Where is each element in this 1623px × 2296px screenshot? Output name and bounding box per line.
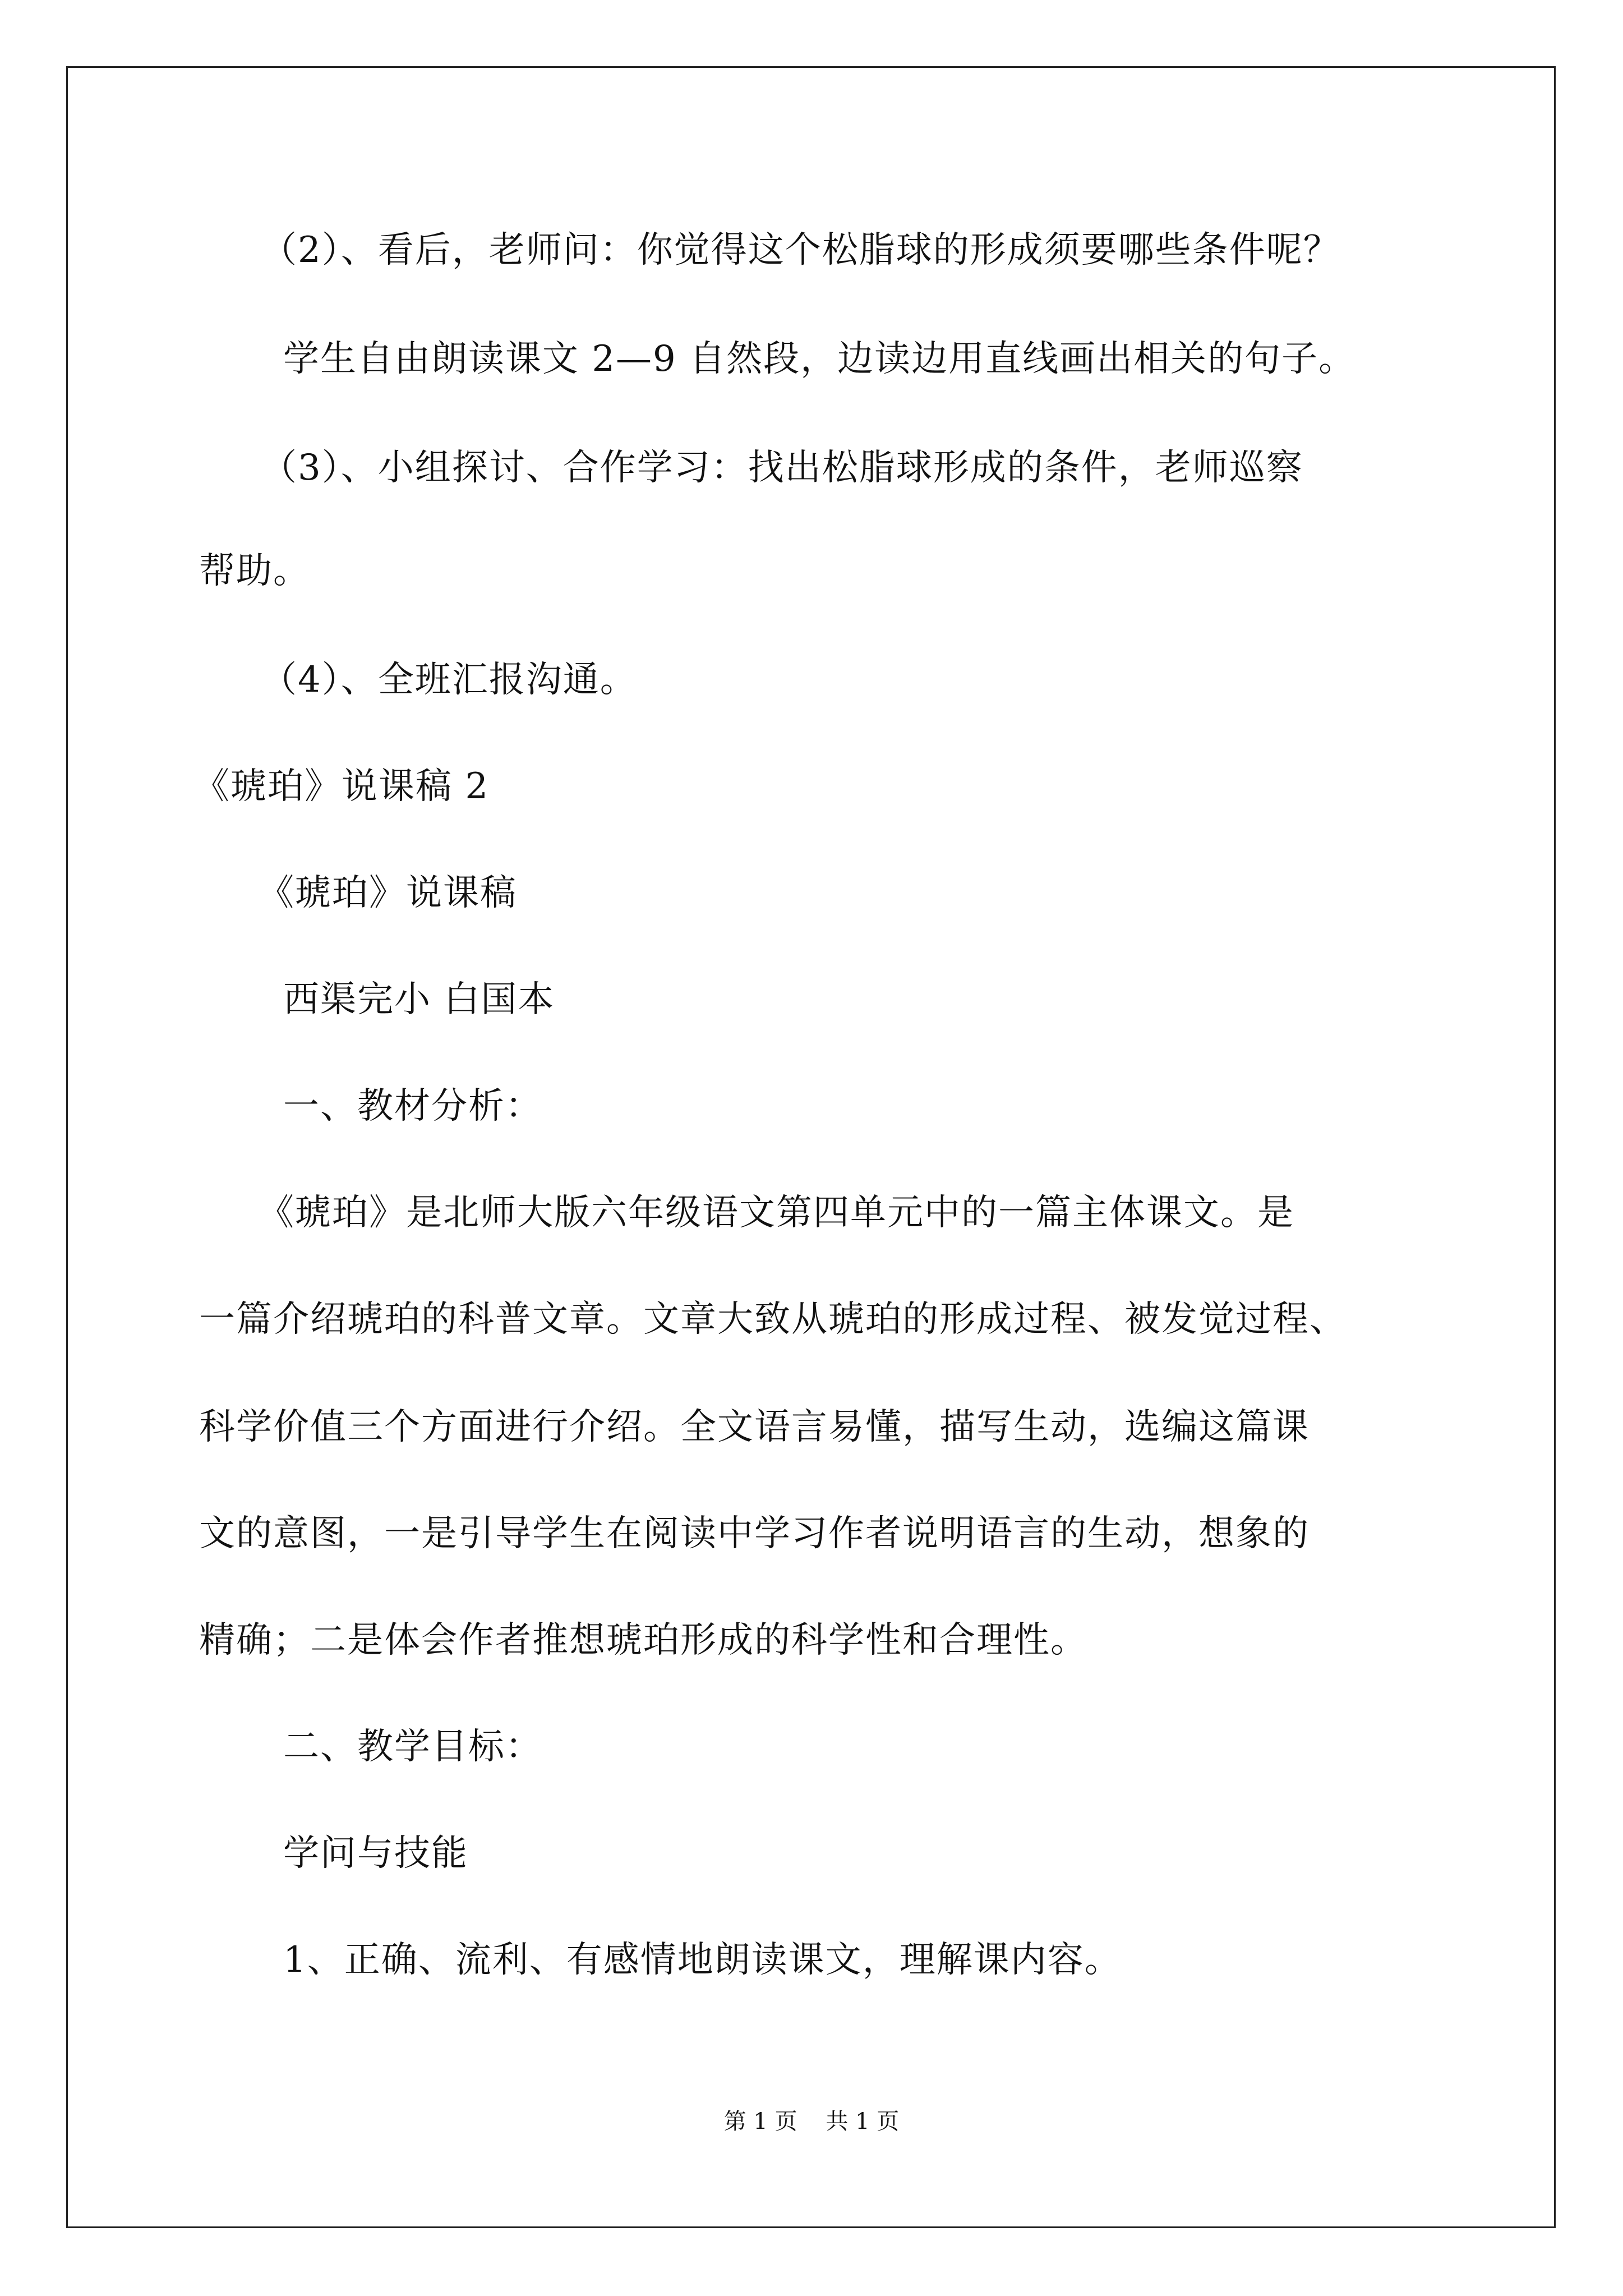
paragraph-line: 《琥珀》是北师大版六年级语文第四单元中的一篇主体课文。是 bbox=[258, 1192, 1294, 1234]
paragraph-line: 帮助。 bbox=[199, 550, 310, 592]
page-border bbox=[66, 66, 1556, 2228]
paragraph-line: 学生自由朗读课文 2—9 自然段，边读边用直线画出相关的句子。 bbox=[283, 338, 1356, 380]
paragraph-line: 科学价值三个方面进行介绍。全文语言易懂，描写生动，选编这篇课 bbox=[199, 1406, 1310, 1448]
section-heading: 一、教材分析： bbox=[283, 1085, 542, 1127]
paragraph-line: 一篇介绍琥珀的科普文章。文章大致从琥珀的形成过程、被发觉过程、 bbox=[199, 1299, 1347, 1340]
list-item: 1、正确、流利、有感情地朗读课文，理解课内容。 bbox=[283, 1939, 1122, 1981]
section-title: 《琥珀》说课稿 2 bbox=[193, 766, 490, 807]
page-footer: 第 1 页 共 1 页 bbox=[723, 2109, 900, 2134]
paragraph-line: （4）、全班汇报沟通。 bbox=[261, 659, 637, 701]
subsection-heading: 学问与技能 bbox=[283, 1833, 468, 1874]
paragraph-line: 精确；二是体会作者推想琥珀形成的科学性和合理性。 bbox=[199, 1619, 1087, 1661]
author-line: 西渠完小 白国本 bbox=[283, 979, 555, 1020]
paragraph-line: （3）、小组探讨、合作学习：找出松脂球形成的条件，老师巡察 bbox=[261, 447, 1303, 489]
document-title: 《琥珀》说课稿 bbox=[258, 872, 517, 914]
paragraph-line: （2）、看后，老师问：你觉得这个松脂球的形成须要哪些条件呢？ bbox=[261, 229, 1340, 271]
section-heading: 二、教学目标： bbox=[283, 1726, 542, 1768]
paragraph-line: 文的意图，一是引导学生在阅读中学习作者说明语言的生动，想象的 bbox=[199, 1513, 1310, 1554]
